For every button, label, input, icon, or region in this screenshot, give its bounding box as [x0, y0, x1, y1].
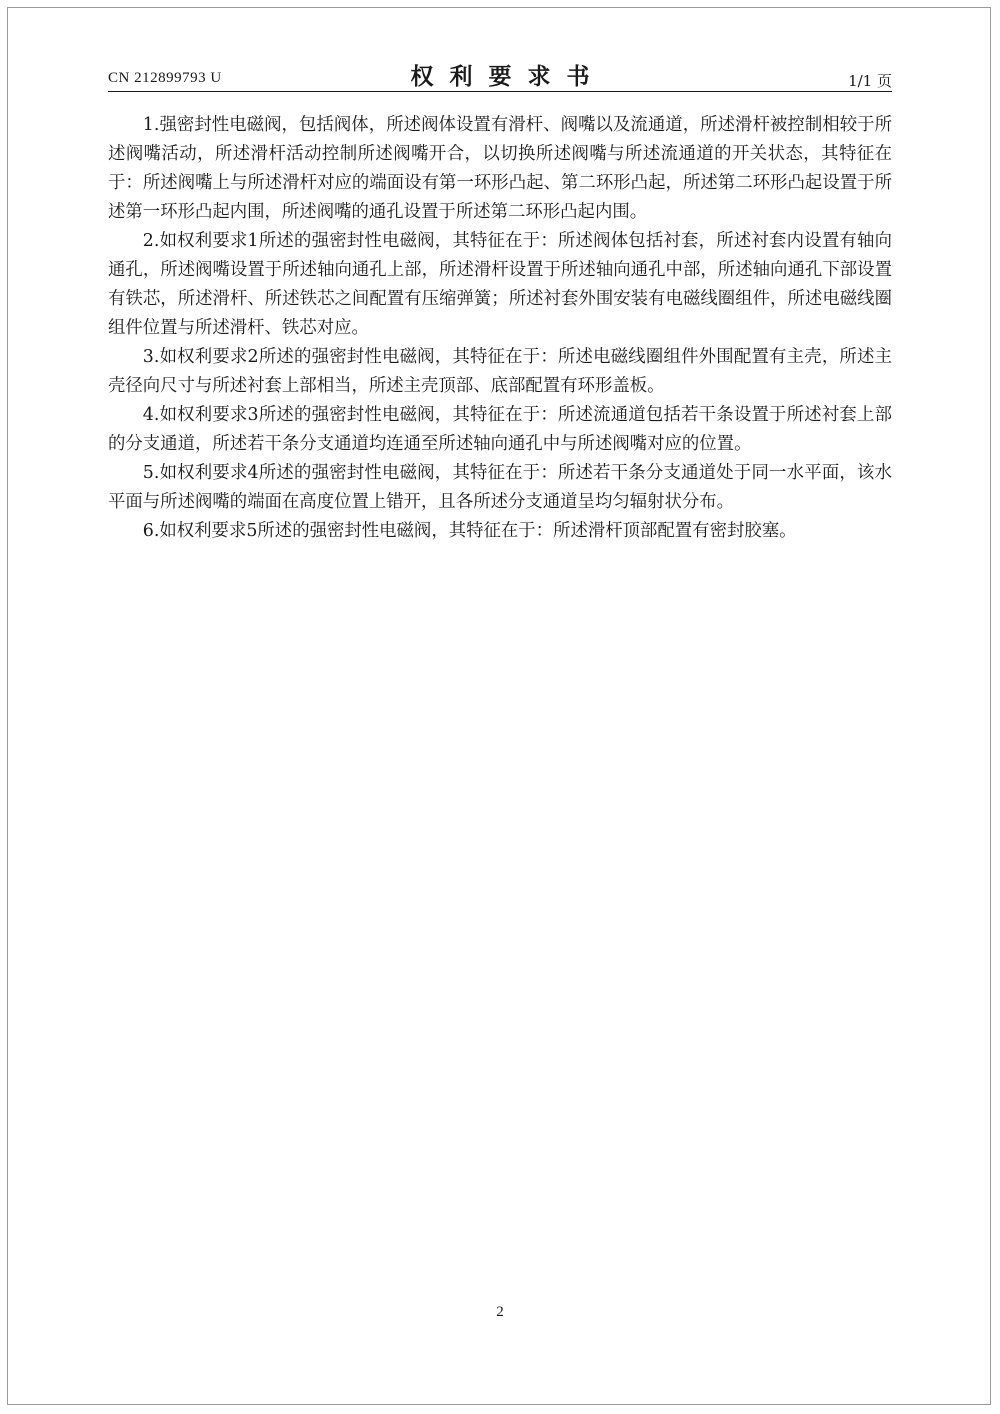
header-rule: [108, 91, 892, 92]
page-count: 1/1 页: [848, 72, 892, 90]
claim-3: 3.如权利要求2所述的强密封性电磁阀，其特征在于：所述电磁线圈组件外围配置有主壳，所述主壳径向尺寸与所述衬套上部相当，所述主壳顶部、底部配置有环形盖板。: [108, 347, 892, 396]
document-title: 权利要求书: [410, 63, 606, 90]
claim-5: 5.如权利要求4所述的强密封性电磁阀，其特征在于：所述若干条分支通道处于同一水平面，该水平面与所述阀嘴的端面在高度位置上错开，且各所述分支通道呈均匀辐射状分布。: [108, 463, 892, 512]
claim-4: 4.如权利要求3所述的强密封性电磁阀，其特征在于：所述流通道包括若干条设置于所述衬套上部的分支通道，所述若干条分支通道均连通至所述轴向通孔中与所述阀嘴对应的位置。: [108, 405, 892, 454]
page-header: [108, 58, 892, 88]
page-number: 2: [496, 1304, 504, 1320]
claim-2: 2.如权利要求1所述的强密封性电磁阀，其特征在于：所述阀体包括衬套，所述衬套内设置有轴向通孔，所述阀嘴设置于所述轴向通孔上部，所述滑杆设置于所述轴向通孔中部，所述轴向通孔下部设置有铁芯，所述滑杆、所述铁芯之间配置有压缩弹簧；所述衬套外围安装有电磁线圈组件，所述电磁线圈组件位置与所述滑杆、铁芯对应。: [108, 231, 892, 338]
claims-list: [108, 111, 892, 546]
claim-1: 1.强密封性电磁阀，包括阀体，所述阀体设置有滑杆、阀嘴以及流通道，所述滑杆被控制相较于所述阀嘴活动，所述滑杆活动控制所述阀嘴开合，以切换所述阀嘴与所述流通道的开关状态，其特征在于：所述阀嘴上与所述滑杆对应的端面设有第一环形凸起、第二环形凸起，所述第二环形凸起设置于所述第一环形凸起内围，所述阀嘴的通孔设置于所述第二环形凸起内围。: [108, 115, 892, 222]
publication-number: CN 212899793 U: [108, 70, 222, 86]
claim-6: 6.如权利要求5所述的强密封性电磁阀，其特征在于：所述滑杆顶部配置有密封胶塞。: [142, 521, 797, 541]
